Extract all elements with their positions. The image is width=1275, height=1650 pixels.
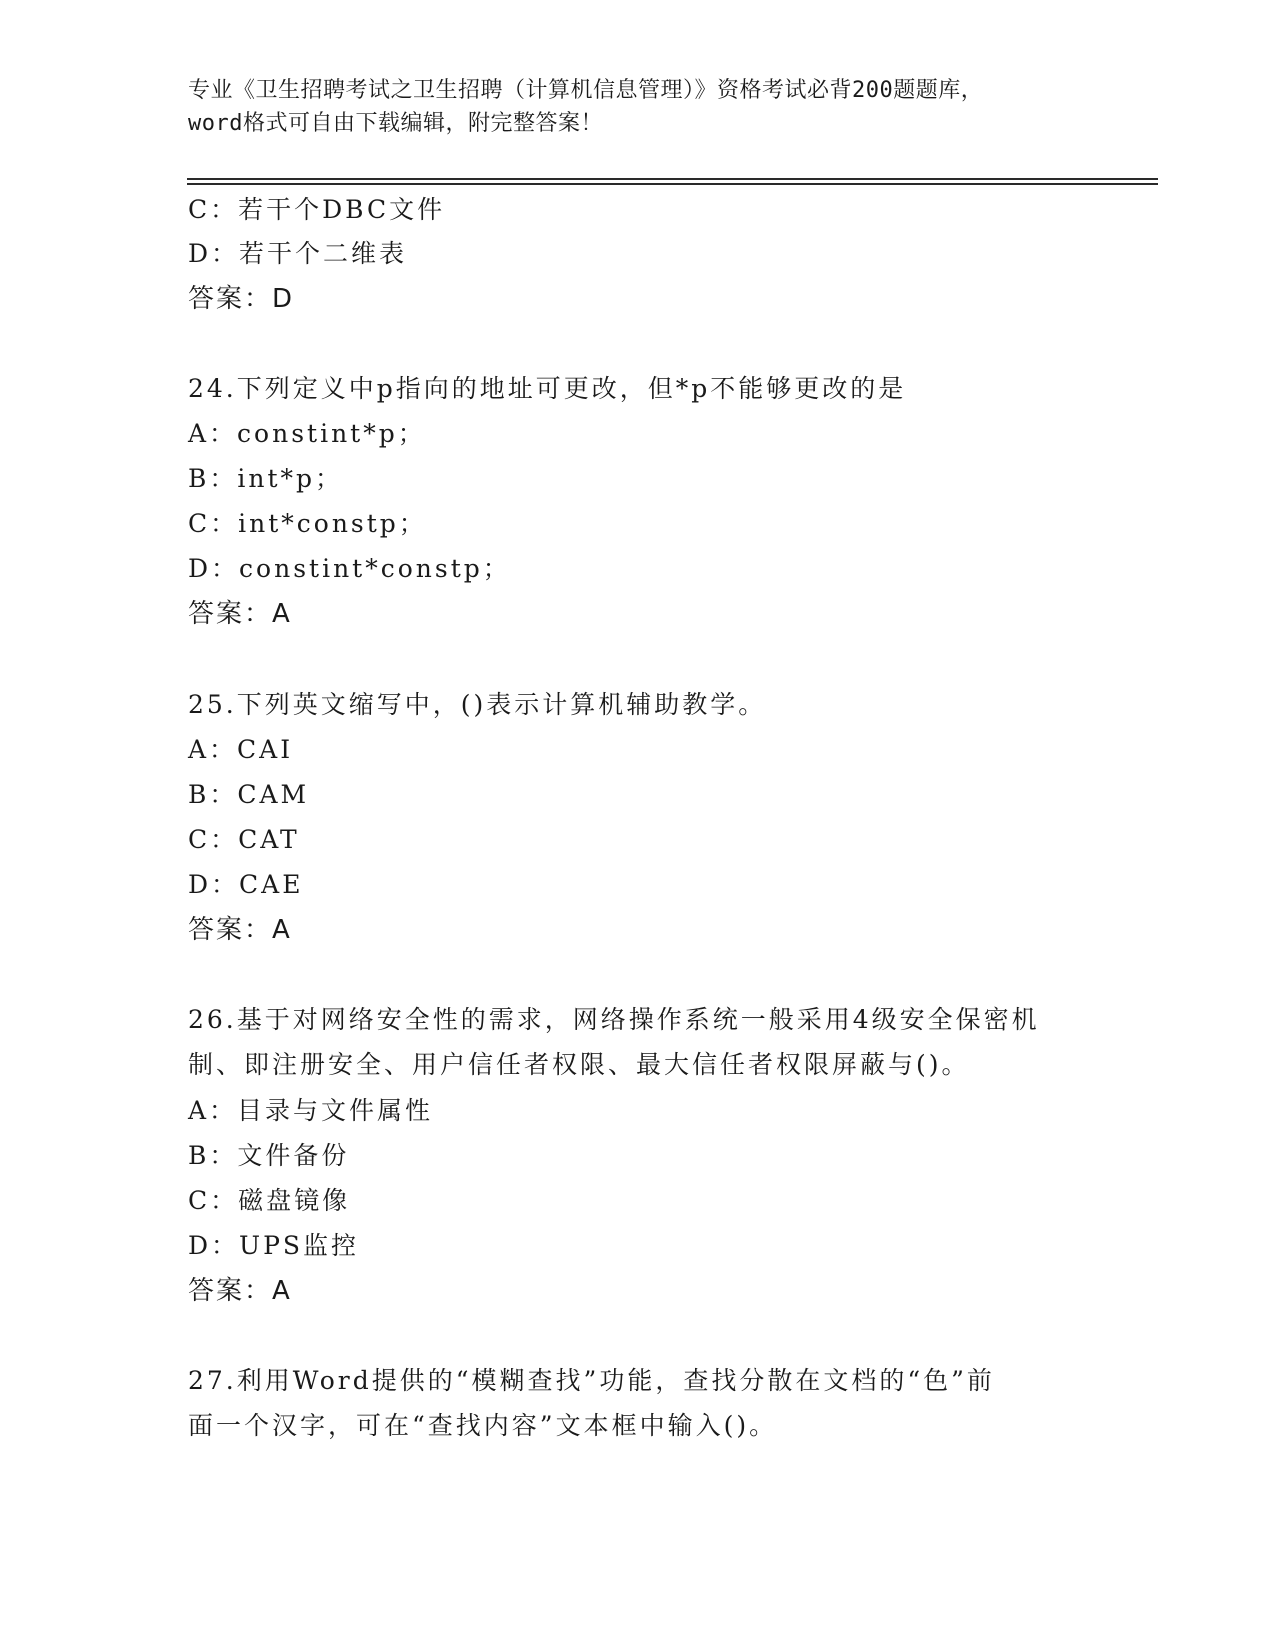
q26-option-c: C：磁盘镜像 [188, 1186, 351, 1215]
q24-option-b: B：int*p； [188, 464, 344, 493]
q25-answer: 答案：A [188, 915, 292, 945]
q25-option-a: A：CAI [188, 735, 294, 764]
q23-option-c: C：若干个DBC文件 [188, 195, 446, 224]
header-title-line-2: word格式可自由下载编辑，附完整答案！ [188, 111, 603, 136]
q24-option-a: A：constint*p； [188, 419, 426, 448]
q27-question-line-2: 面一个汉字，可在“查找内容”文本框中输入()。 [188, 1411, 778, 1440]
q23-answer: 答案：D [188, 284, 295, 314]
q25-option-d: D：CAE [188, 870, 304, 899]
q25-option-b: B：CAM [188, 780, 310, 809]
q24-question: 24.下列定义中p指向的地址可更改，但*p不能够更改的是 [188, 374, 907, 403]
header-title-line-1: 专业《卫生招聘考试之卫生招聘（计算机信息管理）》资格考试必背200题题库， [188, 78, 984, 103]
q25-question: 25.下列英文缩写中，()表示计算机辅助教学。 [188, 690, 767, 719]
q26-answer: 答案：A [188, 1276, 292, 1306]
q23-option-d: D：若干个二维表 [188, 239, 408, 268]
q26-option-b: B：文件备份 [188, 1141, 350, 1170]
q24-option-c: C：int*constp； [188, 509, 427, 538]
header-divider-top [187, 178, 1158, 180]
q25-option-c: C：CAT [188, 825, 300, 854]
q26-option-a: A：目录与文件属性 [188, 1096, 434, 1125]
q26-option-d: D：UPS监控 [188, 1231, 360, 1260]
q27-question-line-1: 27.利用Word提供的“模糊查找”功能，查找分散在文档的“色”前 [188, 1366, 995, 1395]
q26-question-line-1: 26.基于对网络安全性的需求，网络操作系统一般采用4级安全保密机 [188, 1005, 1040, 1034]
header-divider-bottom [187, 183, 1158, 185]
document-header [188, 74, 1088, 140]
q24-option-d: D：constint*constp； [188, 554, 511, 583]
q24-answer: 答案：A [188, 599, 292, 629]
q26-question-line-2: 制、即注册安全、用户信任者权限、最大信任者权限屏蔽与()。 [188, 1050, 970, 1079]
